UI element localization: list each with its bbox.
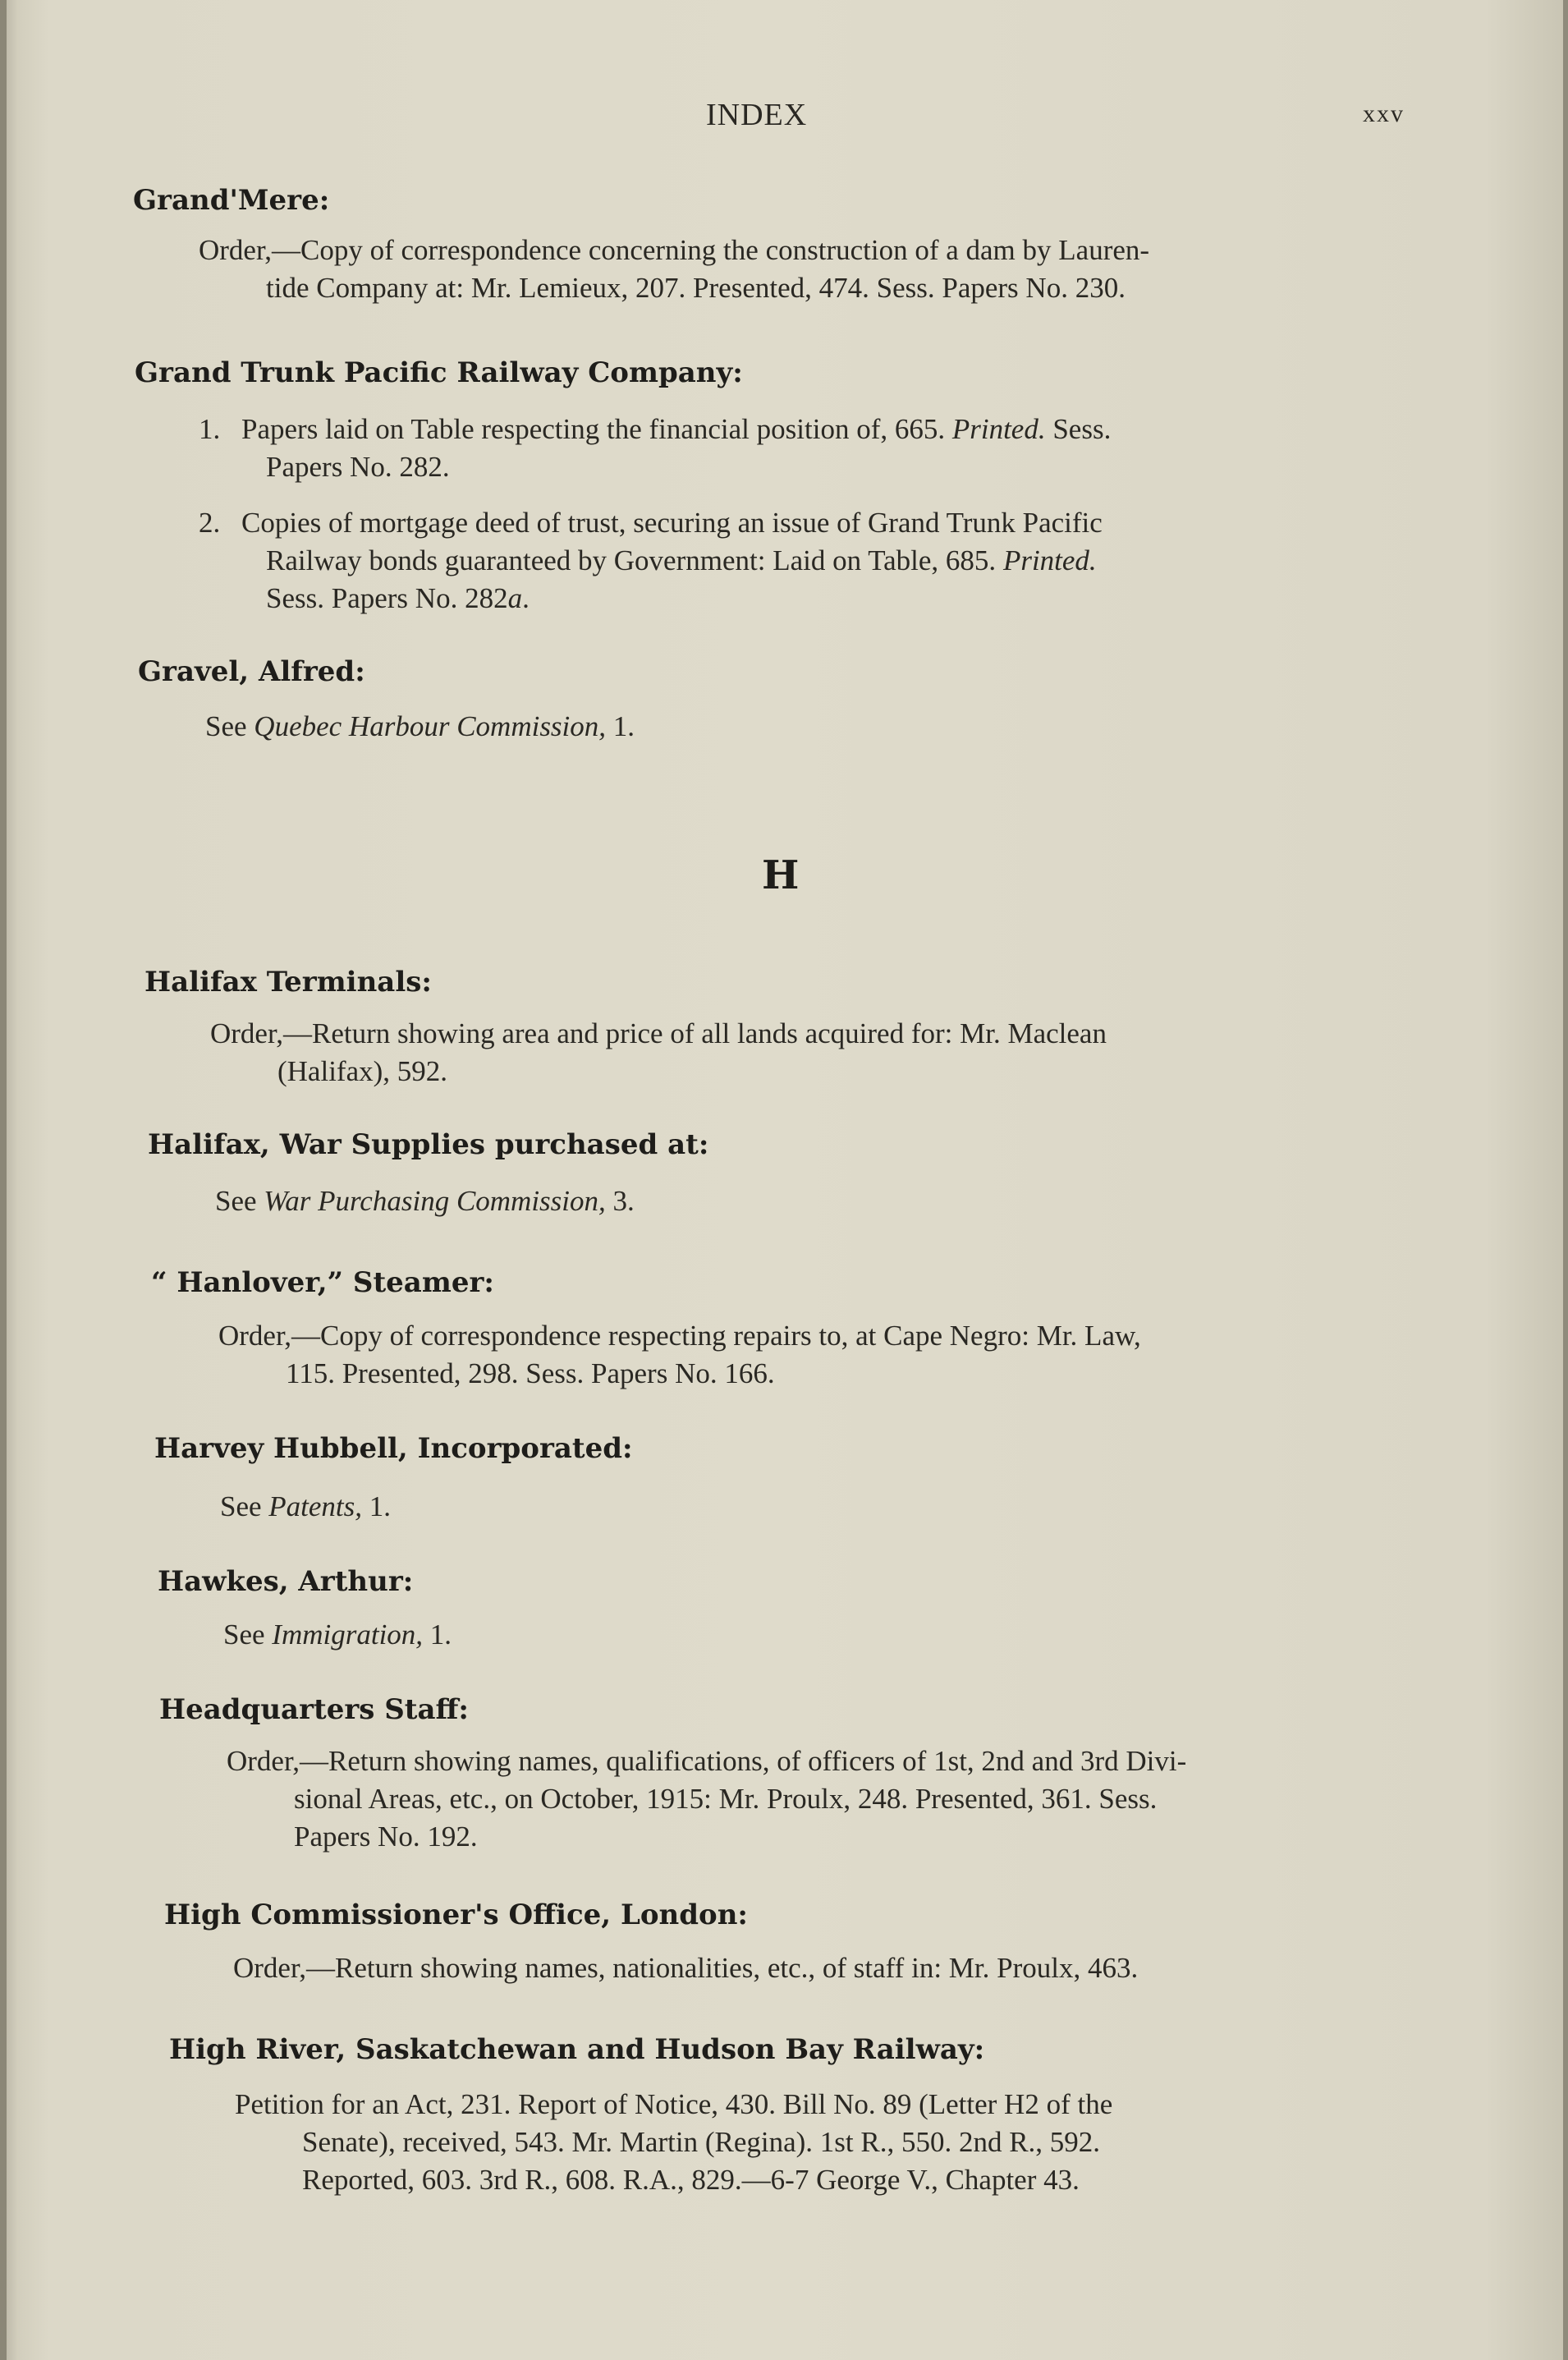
entry-line: Senate), received, 543. Mr. Martin (Regina). 1st R., 550. 2nd R., 592. (302, 2126, 1101, 2158)
entry-body (220, 1488, 1369, 1526)
running-head (0, 97, 1563, 146)
cross-reference: Immigration, (272, 1618, 424, 1651)
printed-mark: Printed. (951, 413, 1046, 445)
entry-heading: Harvey Hubbell, Incorporated: (154, 1432, 633, 1465)
section-letter: H (762, 852, 800, 898)
item-number: 2. (199, 507, 221, 539)
entry-heading: Grand Trunk Pacific Railway Company: (135, 356, 743, 389)
entry-heading: High Commissioner's Office, London: (164, 1899, 748, 1931)
entry-heading: High River, Saskatchewan and Hudson Bay Railway: (169, 2033, 985, 2066)
entry-line: Reported, 603. 3rd R., 608. R.A., 829.—6-7 George V., Chapter 43. (302, 2164, 1080, 2196)
entry-body (233, 1949, 1448, 1987)
entry-line (220, 1488, 1369, 1526)
page-number: xxv (1363, 100, 1405, 127)
entry-line (199, 580, 1422, 618)
item-text: Papers laid on Table respecting the financial position of, 665. (241, 413, 952, 445)
entry-line: Papers No. 282. (266, 451, 450, 483)
see-word: See (215, 1185, 264, 1217)
item-number: 1. (199, 413, 221, 445)
printed-mark: Printed. (1002, 544, 1097, 576)
entry-subitem-2 (199, 504, 1422, 618)
entry-line (199, 504, 1422, 542)
ref-number: 1. (423, 1618, 452, 1651)
cross-reference: Quebec Harbour Commission, (254, 710, 607, 742)
entry-line: Order,—Copy of correspondence concerning the construction of a dam by Lauren- (199, 234, 1150, 266)
item-text: Sess. Papers No. 282 (266, 582, 508, 614)
see-word: See (223, 1618, 273, 1651)
entry-line: (Halifax), 592. (277, 1055, 448, 1087)
item-text: Sess. (1045, 413, 1112, 445)
entry-line (223, 1616, 1373, 1654)
entry-subitem-1 (199, 411, 1422, 486)
entry-line: Papers No. 192. (294, 1821, 478, 1853)
entry-body (199, 232, 1420, 307)
entry-line (199, 542, 1422, 580)
see-word: See (205, 710, 254, 742)
entry-line: tide Company at: Mr. Lemieux, 207. Presented, 474. Sess. Papers No. 230. (266, 272, 1126, 304)
entry-line: Order,—Copy of correspondence respecting repairs to, at Cape Negro: Mr. Law, (218, 1320, 1141, 1352)
entry-body (210, 1015, 1430, 1090)
entry-line: Order,—Return showing names, nationalities, etc., of staff in: Mr. Proulx, 463. (233, 1952, 1139, 1984)
cross-reference: Patents, (268, 1490, 363, 1522)
entry-heading: Hawkes, Arthur: (158, 1565, 414, 1598)
entry-body (223, 1616, 1373, 1654)
entry-line: Order,—Return showing area and price of all lands acquired for: Mr. Maclean (210, 1017, 1107, 1049)
entry-line: 115. Presented, 298. Sess. Papers No. 166. (286, 1357, 775, 1389)
entry-heading: Gravel, Alfred: (138, 655, 365, 688)
ref-number: 3. (605, 1185, 635, 1217)
entry-line (205, 708, 1355, 746)
entry-line (215, 1182, 1364, 1220)
entry-line: Petition for an Act, 231. Report of Notice, 430. Bill No. 89 (Letter H2 of the (235, 2088, 1113, 2120)
ref-number: 1. (606, 710, 635, 742)
entry-heading: Grand'Mere: (133, 184, 330, 217)
book-spine (0, 0, 7, 2360)
entry-body (218, 1317, 1435, 1393)
entry-line: Order,—Return showing names, qualifications, of officers of 1st, 2nd and 3rd Divi- (227, 1745, 1187, 1777)
entry-line: sional Areas, etc., on October, 1915: Mr. Proulx, 248. Presented, 361. Sess. (294, 1783, 1158, 1815)
running-title: INDEX (706, 98, 808, 132)
cross-reference: War Purchasing Commission, (264, 1185, 606, 1217)
entry-heading: Halifax, War Supplies purchased at: (148, 1128, 709, 1161)
entry-body (235, 2086, 1448, 2199)
entry-heading: Halifax Terminals: (144, 966, 432, 999)
item-text: . (522, 582, 530, 614)
entry-body (215, 1182, 1364, 1220)
entry-heading: “ Hanlover,” Steamer: (151, 1266, 494, 1299)
item-text: Railway bonds guaranteed by Government: Laid on Table, 685. (266, 544, 1003, 576)
ref-number: 1. (362, 1490, 392, 1522)
entry-heading: Headquarters Staff: (159, 1693, 469, 1726)
see-word: See (220, 1490, 269, 1522)
entry-line (199, 411, 1422, 448)
item-text: Copies of mortgage deed of trust, securing an issue of Grand Trunk Pacific (241, 507, 1103, 539)
entry-body (205, 708, 1355, 746)
item-text-italic: a (507, 582, 523, 614)
entry-body (227, 1742, 1445, 1856)
